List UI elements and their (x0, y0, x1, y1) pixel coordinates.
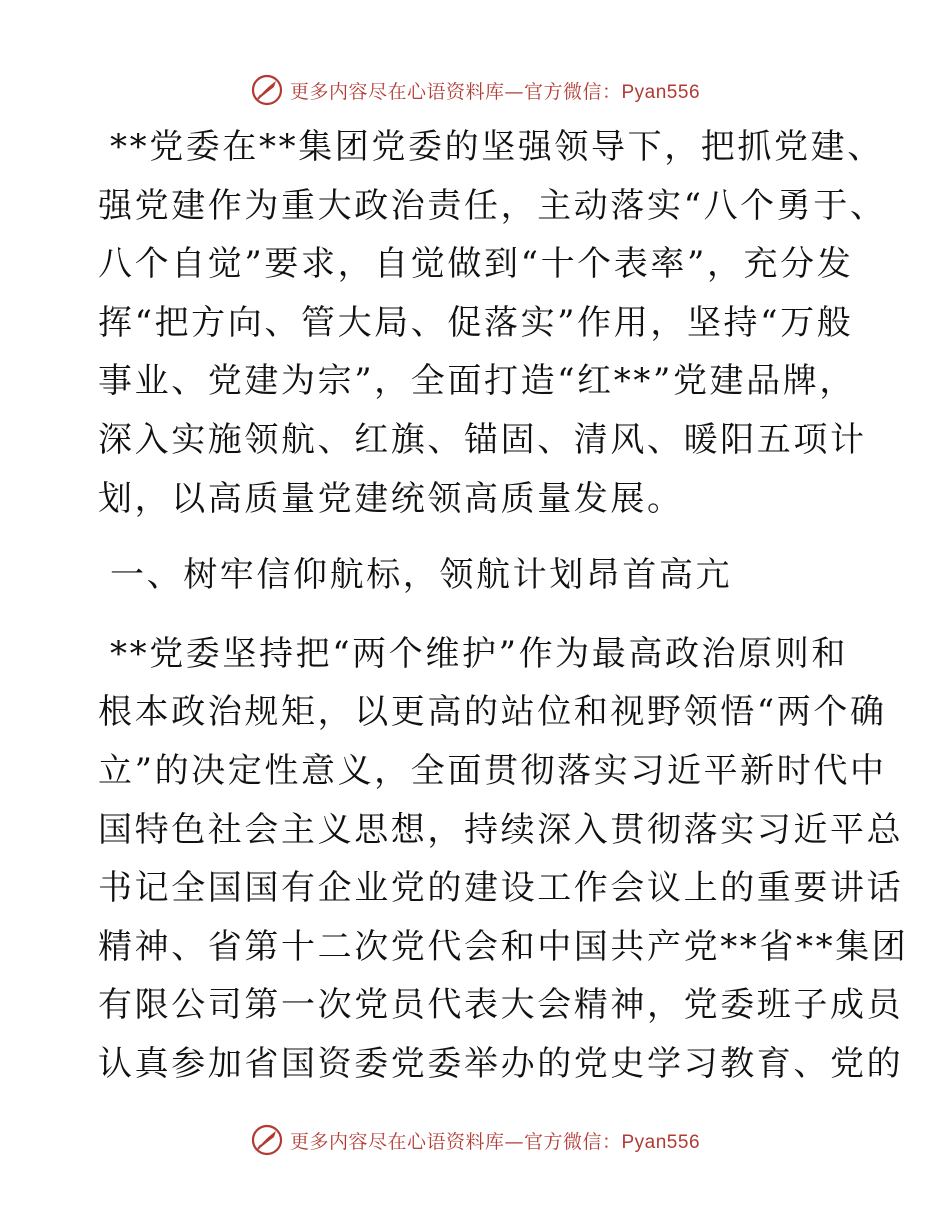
header-tagline (290, 77, 700, 104)
paragraph-2-line: 认真参加省国资委党委举办的党史学习教育、党的 (98, 1043, 904, 1084)
footer-wechat-handle: Pyan556 (621, 1131, 701, 1153)
paragraph-2 (98, 625, 909, 1094)
document-body (98, 118, 909, 1094)
header-tagline-text: 更多内容尽在心语资料库—官方微信： (289, 80, 622, 103)
paragraph-2-line: 根本政治规矩，以更高的站位和视野领悟“两个确 (98, 692, 887, 733)
paragraph-2-line: 国特色社会主义思想，持续深入贯彻落实习近平总 (98, 809, 904, 850)
pen-nib-logo-icon (250, 1123, 284, 1157)
header-banner (0, 70, 950, 110)
paragraph-2-line: 书记全国国有企业党的建设工作会议上的重要讲话 (98, 868, 904, 909)
section-heading: 一、树牢信仰航标，领航计划昂首高亢 (110, 555, 733, 596)
footer-tagline-text: 更多内容尽在心语资料库—官方微信： (289, 1130, 622, 1153)
paragraph-2-line: **党委坚持把“两个维护”作为最高政治原则和 (110, 633, 848, 674)
paragraph-1-line: 事业、党建为宗”，全面打造“红**”党建品牌， (98, 361, 856, 402)
paragraph-1 (98, 118, 887, 528)
paragraph-2-line: 精神、省第十二次党代会和中国共产党**省**集团 (98, 926, 909, 967)
paragraph-1-line: 强党建作为重大政治责任，主动落实“八个勇于、 (98, 185, 887, 226)
header-wechat-handle: Pyan556 (621, 81, 701, 103)
paragraph-2-line: 有限公司第一次党员代表大会精神，党委班子成员 (98, 985, 904, 1026)
paragraph-1-line: 八个自觉”要求，自觉做到“十个表率”，充分发 (98, 244, 854, 285)
paragraph-1-line: 挥“把方向、管大局、促落实”作用，坚持“万般 (98, 302, 854, 343)
paragraph-1-line: **党委在**集团党委的坚强领导下，把抓党建、 (110, 127, 884, 167)
footer-tagline (290, 1127, 700, 1154)
paragraph-1-line: 划，以高质量党建统领高质量发展。 (98, 478, 684, 519)
pen-nib-logo-icon (250, 73, 284, 107)
paragraph-1-line: 深入实施领航、红旗、锚固、清风、暖阳五项计 (98, 419, 867, 460)
paragraph-2-line: 立”的决定性意义，全面贯彻落实习近平新时代中 (98, 750, 887, 791)
footer-banner (0, 1120, 950, 1160)
